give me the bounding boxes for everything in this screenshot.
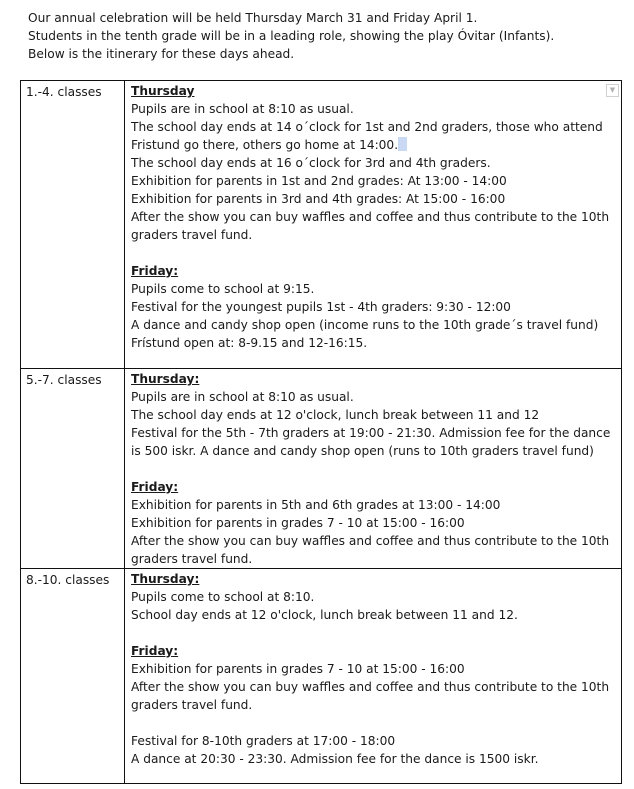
schedule-line: A dance at 20:30 - 23:30. Admission fee for the dance is 1500 iskr.	[131, 752, 539, 766]
classes-cell: 1.-4. classes	[21, 81, 125, 369]
intro-paragraph	[28, 9, 628, 63]
schedule-cell[interactable]	[125, 569, 622, 784]
classes-cell: 5.-7. classes	[21, 369, 125, 569]
schedule-line: Pupils are in school at 8:10 as usual.	[131, 390, 354, 404]
friday-heading: Friday:	[131, 644, 179, 658]
schedule-line: Festival for the youngest pupils 1st - 4th graders: 9:30 - 12:00	[131, 300, 511, 314]
text-cursor-highlight	[398, 137, 407, 151]
schedule-line: A dance and candy shop open (income runs to the 10th grade´s travel fund)	[131, 318, 599, 332]
itinerary-table	[20, 80, 622, 784]
table-row	[21, 569, 622, 784]
schedule-line: The school day ends at 14 o´clock for 1st and 2nd graders, those who attend Fristund go there, others go home at 14:00.	[131, 120, 603, 152]
schedule-cell[interactable]	[125, 81, 622, 369]
schedule-line: Exhibition for parents in grades 7 - 10 at 15:00 - 16:00	[131, 662, 465, 676]
schedule-line: Pupils are in school at 8:10 as usual.	[131, 102, 354, 116]
classes-cell: 8.-10. classes	[21, 569, 125, 784]
intro-line: Students in the tenth grade will be in a leading role, showing the play Óvitar (Infants).	[28, 29, 555, 43]
schedule-line: Frístund open at: 8-9.15 and 12-16:15.	[131, 336, 368, 350]
schedule-line: School day ends at 12 o'clock, lunch break between 11 and 12.	[131, 608, 518, 622]
table-row	[21, 369, 622, 569]
schedule-line: After the show you can buy waffles and coffee and thus contribute to the 10th graders travel fund.	[131, 210, 610, 242]
schedule-line: Exhibition for parents in grades 7 - 10 at 15:00 - 16:00	[131, 516, 465, 530]
schedule-line: The school day ends at 16 o´clock for 3rd and 4th graders.	[131, 156, 491, 170]
schedule-line: Exhibition for parents in 5th and 6th grades at 13:00 - 14:00	[131, 498, 501, 512]
schedule-line: Exhibition for parents in 3rd and 4th grades: At 15:00 - 16:00	[131, 192, 506, 206]
schedule-line: After the show you can buy waffles and coffee and thus contribute to the 10th graders travel fund.	[131, 680, 610, 712]
schedule-cell[interactable]	[125, 369, 622, 569]
intro-line: Below is the itinerary for these days ahead.	[28, 47, 295, 61]
chevron-down-icon[interactable]: ▼	[606, 84, 619, 97]
friday-heading: Friday:	[131, 480, 179, 494]
schedule-line: After the show you can buy waffles and coffee and thus contribute to the 10th graders travel fund.	[131, 534, 610, 566]
intro-line: Our annual celebration will be held Thursday March 31 and Friday April 1.	[28, 11, 478, 25]
thursday-heading: Thursday:	[131, 372, 200, 386]
schedule-line: Pupils come to school at 8:10.	[131, 590, 315, 604]
schedule-line: Pupils come to school at 9:15.	[131, 282, 315, 296]
friday-heading: Friday:	[131, 264, 179, 278]
schedule-line: Festival for 8-10th graders at 17:00 - 18:00	[131, 734, 396, 748]
thursday-heading: Thursday	[131, 84, 195, 98]
schedule-line: Festival for the 5th - 7th graders at 19:00 - 21:30. Admission fee for the dance is 500 iskr. A dance and candy shop open (runs to 10th graders travel fund)	[131, 426, 611, 458]
schedule-line: Exhibition for parents in 1st and 2nd grades: At 13:00 - 14:00	[131, 174, 507, 188]
thursday-heading: Thursday:	[131, 572, 200, 586]
schedule-line: The school day ends at 12 o'clock, lunch break between 11 and 12	[131, 408, 540, 422]
table-row	[21, 81, 622, 369]
